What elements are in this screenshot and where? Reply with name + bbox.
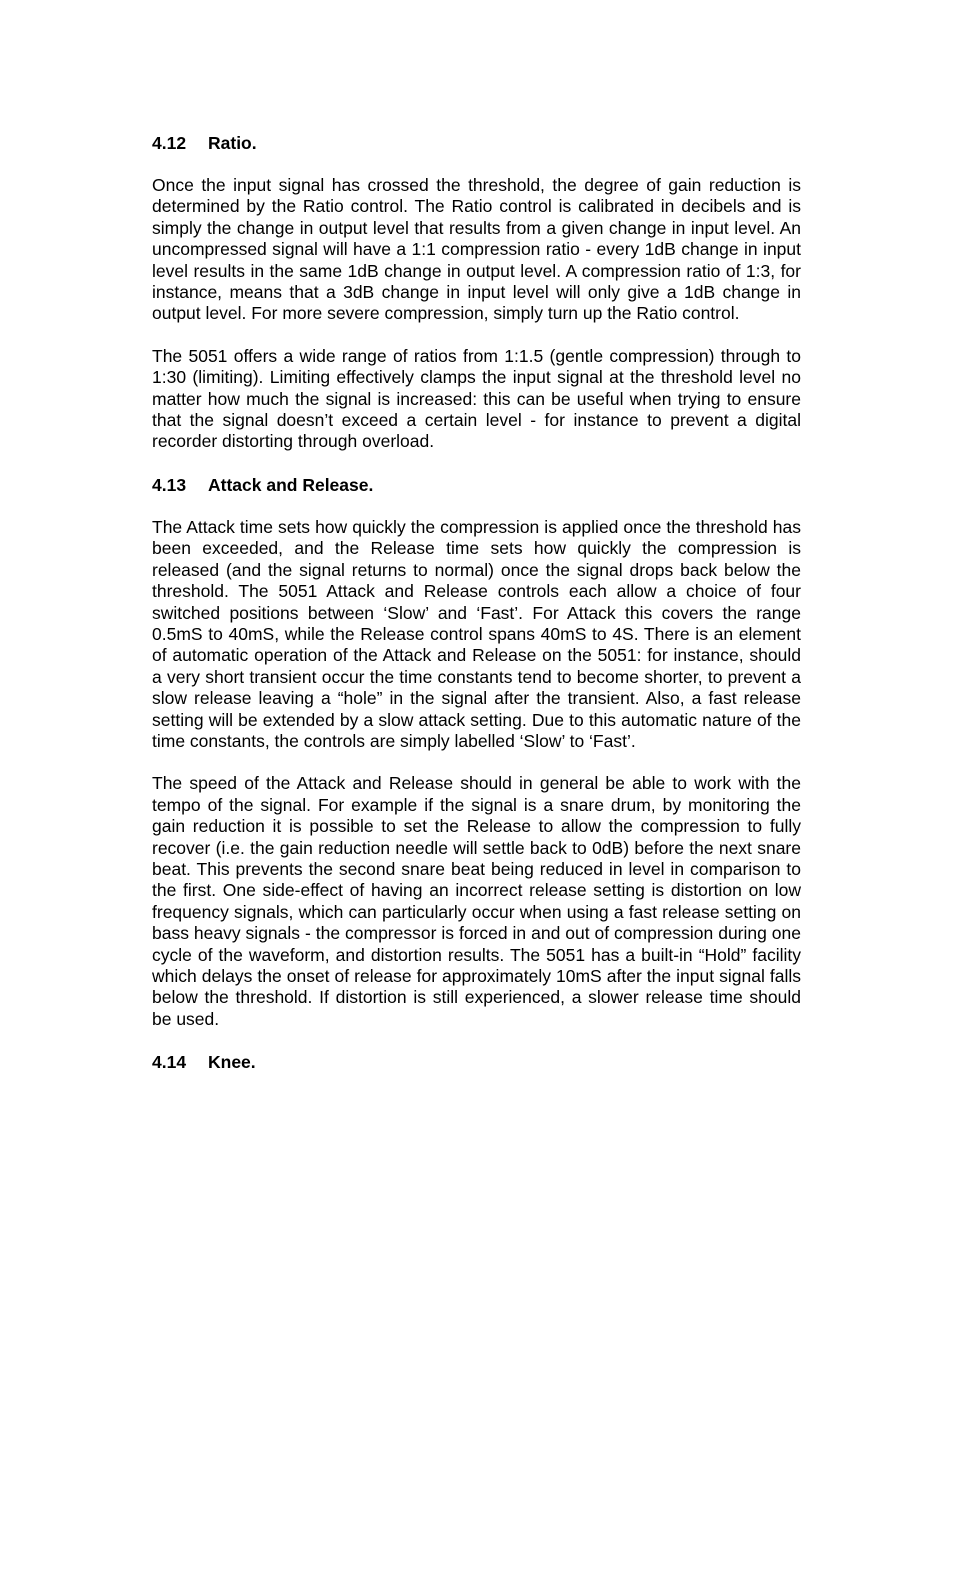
section-title: Knee. (208, 1052, 256, 1073)
paragraph-attack-release-1: The Attack time sets how quickly the compression is applied once the threshold has been exceeded, and the Release time sets how quickly the compression is released (and the signal returns to normal) once the signal drops back below the threshold. The 5051 Attack and Release controls each allow a choice of four switched positions between ‘Slow’ and ‘Fast’. For Attack this covers the range 0.5mS to 40mS, while the Release control spans 40mS to 4S. There is an element of automatic operation of the Attack and Release on the 5051: for instance, should a very short transient occur the time constants tend to become shorter, to prevent a slow release leaving a “hole” in the signal after the transient. Also, a fast release setting will be extended by a slow attack setting. Due to this automatic nature of the time constants, the controls are simply labelled ‘Slow’ to ‘Fast’. (152, 516, 801, 751)
section-number: 4.12 (152, 133, 187, 153)
section-number: 4.14 (152, 1052, 187, 1073)
section-title: Ratio. (208, 133, 257, 153)
document-page (152, 132, 801, 1073)
paragraph-ratio-2: The 5051 offers a wide range of ratios from 1:1.5 (gentle compression) through to 1:30 (limiting). Limiting effectively clamps the input signal at the threshold level no matter how much the signal is increased: this can be useful when trying to ensure that the signal doesn’t exceed a certain level - for instance to prevent a digital recorder distorting through overload. (152, 345, 801, 452)
section-heading-knee (152, 1051, 801, 1073)
section-number: 4.13 (152, 474, 187, 495)
section-heading-attack-release (152, 474, 801, 496)
section-heading-ratio (152, 132, 801, 154)
paragraph-attack-release-2: The speed of the Attack and Release should in general be able to work with the tempo of the signal. For example if the signal is a snare drum, by monitoring the gain reduction it is possible to set the Release to allow the compression to fully recover (i.e. the gain reduction needle will settle back to 0dB) before the next snare beat. This prevents the second snare beat being reduced in level in comparison to the first. One side-effect of having an incorrect release setting is distortion on low frequency signals, which can particularly occur when using a fast release setting on bass heavy signals - the compressor is forced in and out of compression during one cycle of the waveform, and distortion results. The 5051 has a built-in “Hold” facility which delays the onset of release for approximately 10mS after the input signal falls below the threshold. If distortion is still experienced, a slower release time should be used. (152, 773, 801, 1029)
section-title: Attack and Release. (208, 474, 374, 495)
paragraph-ratio-1: Once the input signal has crossed the threshold, the degree of gain reduction is determined by the Ratio control. The Ratio control is calibrated in decibels and is simply the change in output level that results from a given change in input level. An uncompressed signal will have a 1:1 compression ratio - every 1dB change in input level results in the same 1dB change in output level. A compression ratio of 1:3, for instance, means that a 3dB change in input level will only give a 1dB change in output level. For more severe compression, simply turn up the Ratio control. (152, 175, 801, 324)
